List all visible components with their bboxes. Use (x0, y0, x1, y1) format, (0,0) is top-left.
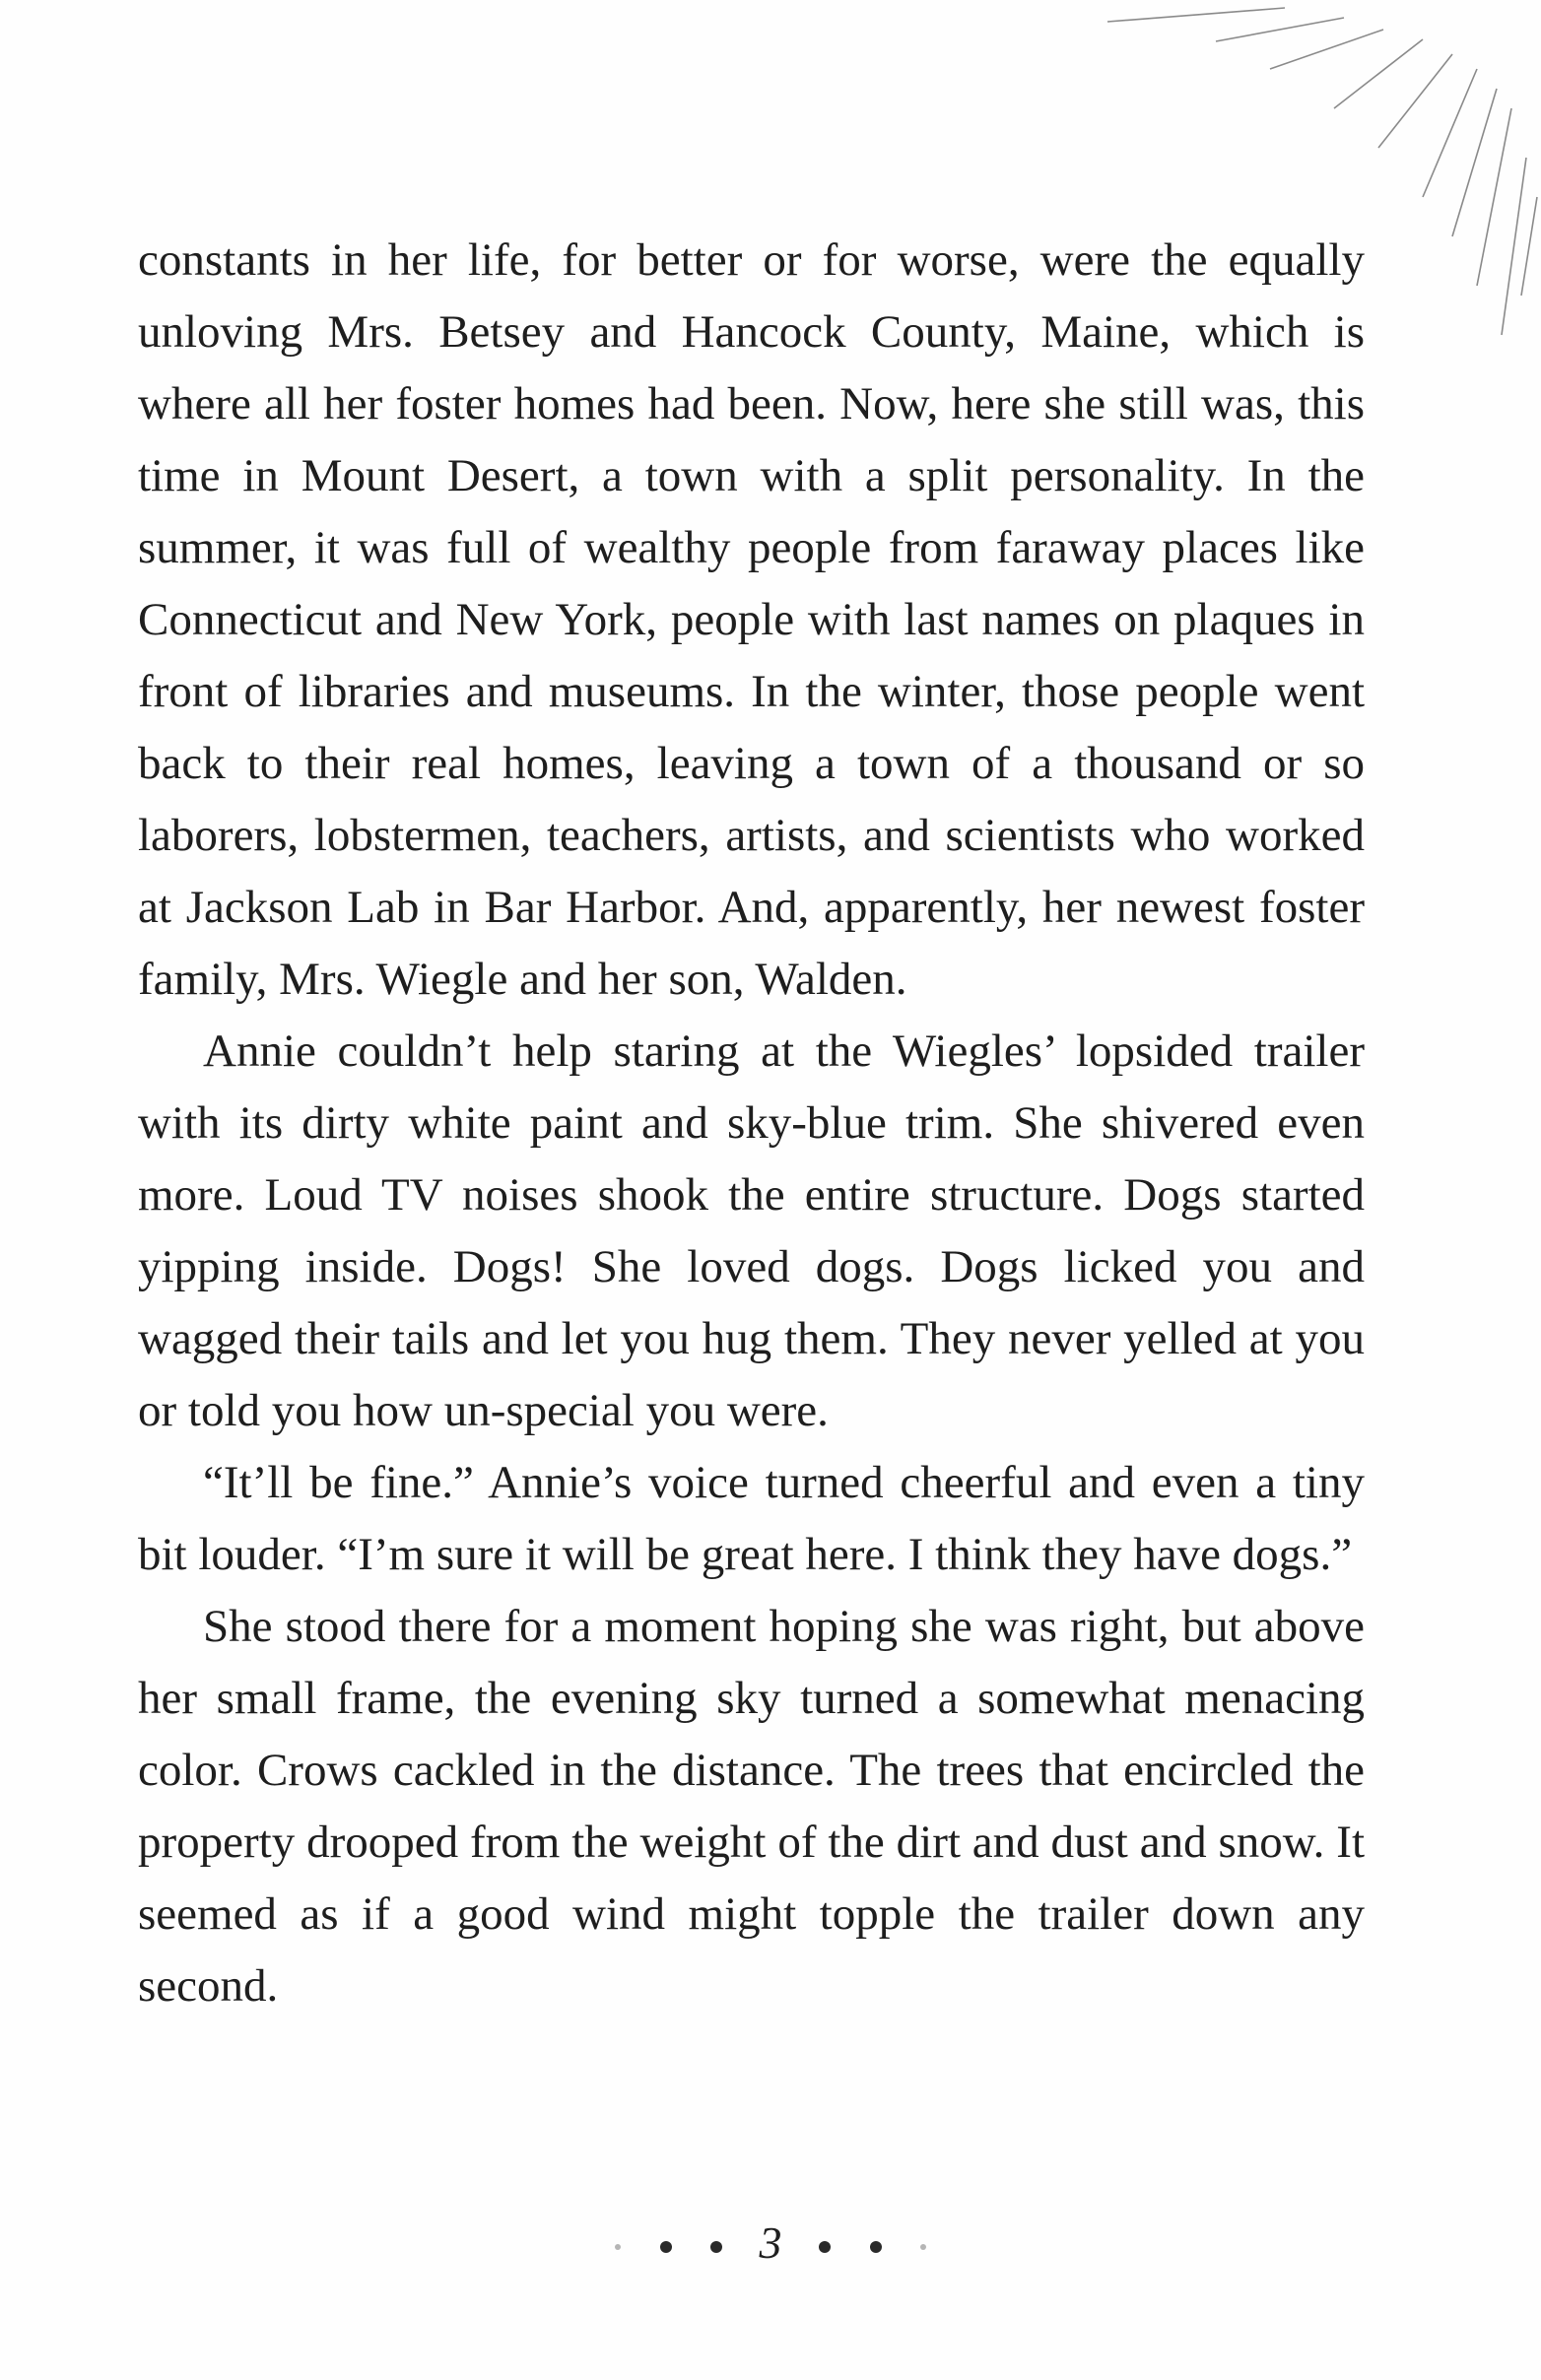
footer-dot-icon (819, 2241, 831, 2253)
page-number: 3 (759, 2217, 782, 2268)
paragraph: Annie couldn’t help staring at the Wiegles’ lopsided trailer with its dirty white paint and sky-blue trim. She shivered even more. Loud TV noises shook the entire structure. Dogs started yipping inside. Dogs! She loved dogs. Dogs licked you and wagged their tails and let you hug them. They never yelled at you or told you how un-special you were. (138, 1025, 1365, 1436)
paragraph: constants in her life, for better or for worse, were the equally unloving Mrs. Betsey and Hancock County, Maine, which is where all her foster homes had been. Now, here she still was, this time in Mount Desert, a town with a split personality. In the summer, it was full of wealthy people from faraway places like Connecticut and New York, people with last names on plaques in front of libraries and museums. In the winter, those people went back to their real homes, leaving a town of a thousand or so laborers, lobstermen, teachers, artists, and scientists who worked at Jackson Lab in Bar Harbor. And, apparently, her newest foster family, Mrs. Wiegle and her son, Walden. (138, 234, 1365, 1005)
footer-dot-icon (870, 2241, 882, 2253)
footer-dot-icon (920, 2244, 926, 2250)
footer-dot-icon (710, 2241, 722, 2253)
page-footer (0, 2216, 1541, 2269)
footer-dot-icon (660, 2241, 672, 2253)
footer-dot-icon (615, 2244, 621, 2250)
body-text (138, 225, 1365, 2022)
paragraph: She stood there for a moment hoping she was right, but above her small frame, the evening sky turned a somewhat menacing color. Crows cackled in the distance. The trees that encircled the property drooped from the weight of the dirt and dust and snow. It seemed as if a good wind might topple the trailer down any second. (138, 1601, 1365, 2012)
paragraph: “It’ll be fine.” Annie’s voice turned cheerful and even a tiny bit louder. “I’m sure it will be great here. I think they have dogs.” (138, 1457, 1365, 1580)
